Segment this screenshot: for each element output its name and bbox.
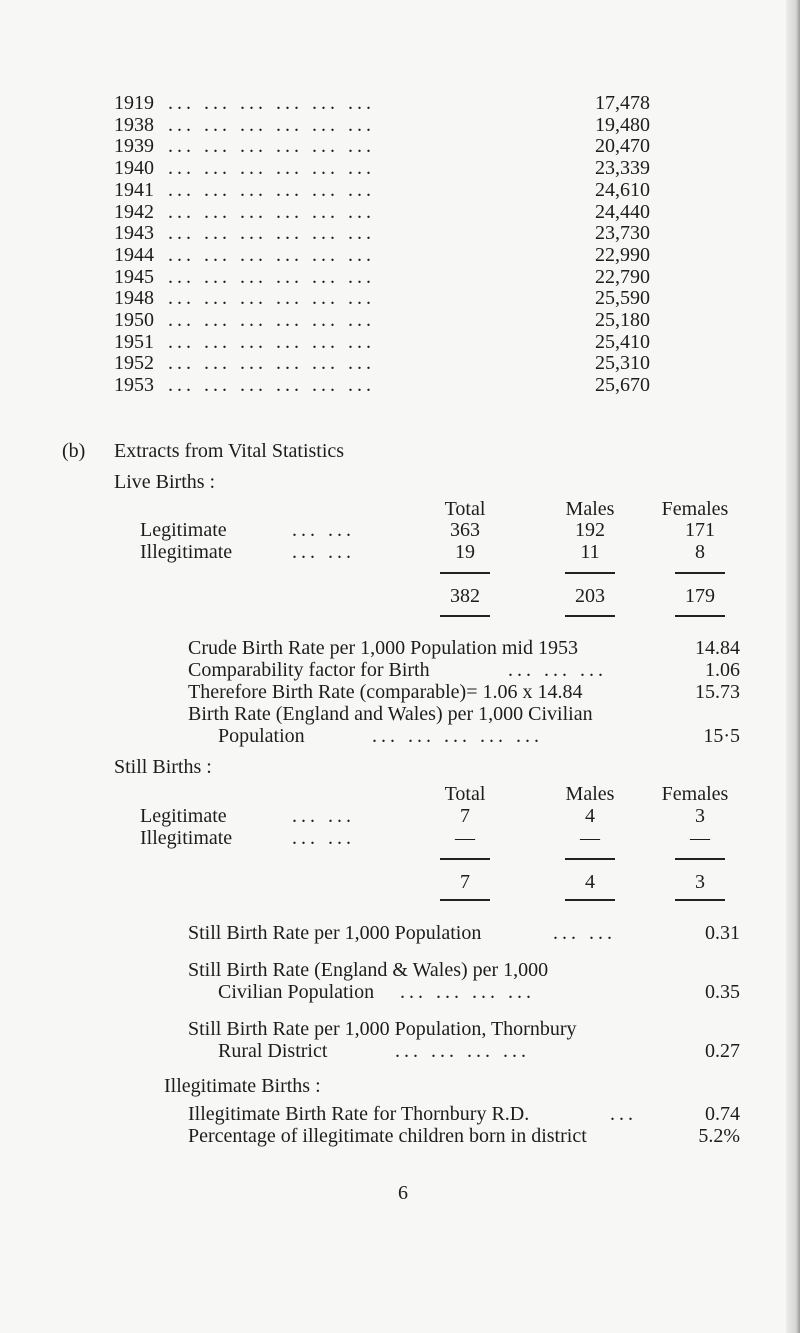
total-males: 203	[575, 585, 605, 607]
still-birth-rate-value: 0.31	[705, 922, 740, 944]
sum-rule	[675, 572, 725, 574]
leader-dots: ... ... ... ... ... ...	[168, 113, 375, 136]
sum-rule	[675, 615, 725, 617]
population-year: 1943	[114, 222, 154, 245]
population-year: 1945	[114, 265, 154, 288]
population-value: 22,990	[595, 243, 650, 266]
crude-birth-rate-value: 14.84	[695, 637, 740, 659]
sum-rule	[565, 899, 615, 901]
leader-dots: ... ... ... ... ... ...	[168, 157, 375, 180]
leader-dots: ... ... ... ... ... ...	[168, 135, 375, 158]
illegitimate-percentage-value: 5.2%	[698, 1125, 740, 1147]
section-title: Extracts from Vital Statistics	[114, 440, 345, 462]
cell-total: 7	[460, 805, 470, 827]
total-total: 382	[450, 585, 480, 607]
leader-dots: ... ... ... ... ... ...	[168, 330, 375, 353]
population-value: 24,440	[595, 200, 650, 223]
sum-rule	[440, 899, 490, 901]
total-males: 4	[585, 871, 595, 893]
cell-females: 8	[695, 541, 705, 563]
col-total: Total	[444, 498, 486, 520]
cell-females: 171	[685, 519, 715, 541]
sum-rule	[565, 615, 615, 617]
population-value: 23,730	[595, 222, 650, 245]
ew-still-birth-rate-value: 0.35	[705, 981, 740, 1003]
section-marker: (b)	[62, 440, 86, 462]
population-year: 1941	[114, 178, 154, 201]
leader-dots: ... ... ... ... ... ...	[168, 287, 375, 310]
cell-total: 363	[450, 519, 480, 541]
col-females: Females	[661, 783, 729, 805]
total-females: 179	[685, 585, 715, 607]
page-edge-shadow	[786, 0, 800, 1333]
population-value: 23,339	[595, 157, 650, 180]
still-birth-rate-label: Still Birth Rate per 1,000 Population	[188, 922, 482, 944]
leader-dots: ... ... ... ...	[400, 981, 535, 1003]
col-males: Males	[565, 783, 615, 805]
sum-rule	[675, 899, 725, 901]
sum-rule	[440, 615, 490, 617]
leader-dots: ... ... ... ... ... ...	[168, 222, 375, 245]
thornbury-still-birth-rate-label-2: Rural District	[218, 1040, 328, 1062]
leader-dots: ... ... ... ... ... ...	[168, 178, 375, 201]
cell-males: 192	[575, 519, 605, 541]
col-total: Total	[444, 783, 486, 805]
row-label-illegitimate: Illegitimate	[140, 827, 233, 849]
comparability-factor-value: 1.06	[705, 659, 740, 681]
ew-birth-rate-label-2: Population	[218, 725, 305, 747]
leader-dots: ... ...	[292, 805, 355, 827]
population-year: 1951	[114, 330, 154, 353]
cell-total: —	[455, 827, 475, 849]
comparable-birth-rate-label: Therefore Birth Rate (comparable)= 1.06 x 14.84	[188, 681, 583, 703]
thornbury-still-birth-rate-label: Still Birth Rate per 1,000 Population, Thornbury	[188, 1018, 577, 1040]
cell-males: 11	[580, 541, 600, 563]
illegitimate-rate-label: Illegitimate Birth Rate for Thornbury R.D.	[188, 1103, 530, 1125]
population-value: 25,180	[595, 309, 650, 331]
total-total: 7	[460, 871, 470, 893]
population-year: 1944	[114, 243, 154, 266]
leader-dots: ... ... ... ... ... ...	[168, 352, 375, 375]
population-year: 1942	[114, 200, 154, 223]
population-value: 24,610	[595, 178, 650, 201]
leader-dots: ... ...	[292, 541, 355, 563]
sum-rule	[440, 858, 490, 860]
sum-rule	[565, 858, 615, 860]
population-year: 1939	[114, 135, 154, 158]
ew-birth-rate-label: Birth Rate (England and Wales) per 1,000 Civilian	[188, 703, 593, 725]
live-births-heading: Live Births :	[114, 471, 216, 493]
population-year: 1938	[114, 113, 154, 136]
sum-rule	[565, 572, 615, 574]
population-year: 1948	[114, 287, 154, 310]
sum-rule	[675, 858, 725, 860]
row-label-illegitimate: Illegitimate	[140, 541, 233, 563]
crude-birth-rate-label: Crude Birth Rate per 1,000 Population mid 1953	[188, 637, 578, 659]
row-label-legitimate: Legitimate	[140, 805, 227, 827]
population-year: 1940	[114, 157, 154, 180]
population-year: 1952	[114, 352, 154, 375]
leader-dots: ... ...	[292, 827, 355, 849]
leader-dots: ... ...	[553, 922, 616, 944]
population-value: 22,790	[595, 265, 650, 288]
leader-dots: ... ... ... ... ... ...	[168, 309, 375, 331]
cell-males: —	[580, 827, 600, 849]
cell-total: 19	[455, 541, 475, 563]
leader-dots: ...	[610, 1103, 637, 1125]
population-value: 25,310	[595, 352, 650, 375]
leader-dots: ... ... ... ... ... ...	[168, 265, 375, 288]
cell-males: 4	[585, 805, 595, 827]
col-males: Males	[565, 498, 615, 520]
cell-females: —	[690, 827, 710, 849]
population-value: 25,590	[595, 287, 650, 310]
illegitimate-percentage-label: Percentage of illegitimate children born in district	[188, 1125, 587, 1147]
leader-dots: ... ... ... ... ...	[372, 725, 543, 747]
page-number: 6	[398, 1182, 408, 1204]
population-year: 1950	[114, 309, 154, 331]
illegitimate-births-heading: Illegitimate Births :	[164, 1075, 321, 1097]
ew-still-birth-rate-label-2: Civilian Population	[218, 981, 375, 1003]
leader-dots: ... ... ... ... ... ...	[168, 200, 375, 223]
leader-dots: ... ... ... ... ... ...	[168, 243, 375, 266]
comparability-factor-label: Comparability factor for Birth	[188, 659, 430, 681]
leader-dots: ... ... ... ...	[395, 1040, 530, 1062]
population-value: 25,410	[595, 330, 650, 353]
population-value: 17,478	[595, 92, 650, 114]
leader-dots: ... ...	[292, 519, 355, 541]
row-label-legitimate: Legitimate	[140, 519, 227, 541]
total-females: 3	[695, 871, 705, 893]
leader-dots: ... ... ... ... ... ...	[168, 92, 375, 114]
population-value: 20,470	[595, 135, 650, 158]
sum-rule	[440, 572, 490, 574]
comparable-birth-rate-value: 15.73	[695, 681, 740, 703]
still-births-heading: Still Births :	[114, 756, 212, 778]
population-value: 25,670	[595, 374, 650, 397]
population-year: 1919	[114, 92, 154, 114]
col-females: Females	[661, 498, 729, 520]
cell-females: 3	[695, 805, 705, 827]
ew-birth-rate-value: 15·5	[703, 725, 740, 747]
ew-still-birth-rate-label: Still Birth Rate (England & Wales) per 1,000	[188, 959, 549, 981]
population-year: 1953	[114, 374, 154, 397]
population-value: 19,480	[595, 113, 650, 136]
illegitimate-rate-value: 0.74	[705, 1103, 740, 1125]
thornbury-still-birth-rate-value: 0.27	[705, 1040, 740, 1062]
leader-dots: ... ... ...	[508, 659, 607, 681]
leader-dots: ... ... ... ... ... ...	[168, 374, 375, 397]
